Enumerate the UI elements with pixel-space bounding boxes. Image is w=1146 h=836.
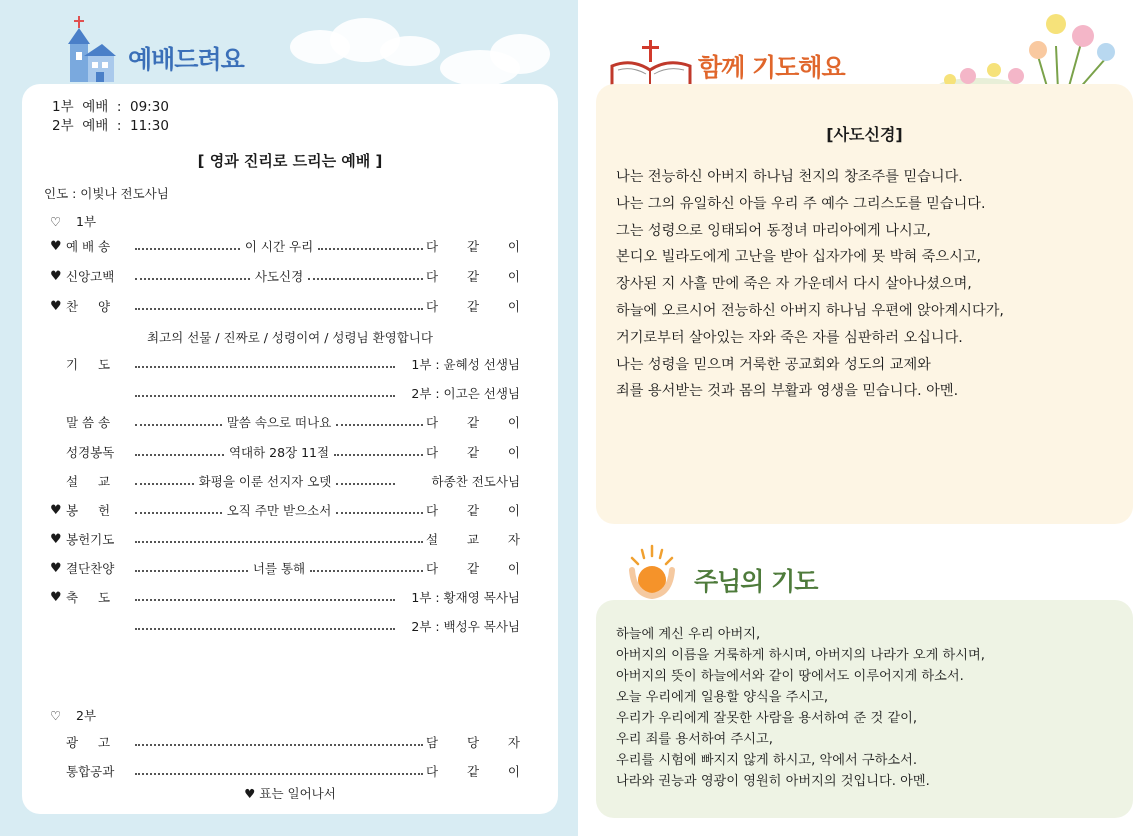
- order-label: 통합공과: [66, 764, 115, 779]
- prayer-line: 하늘에 계신 우리 아버지,: [616, 627, 761, 642]
- prayer-line: 우리가 우리에게 잘못한 사람을 용서하여 준 것 같이,: [616, 711, 918, 726]
- time-part1: 1부 예배 : 09:30: [52, 99, 169, 115]
- leader-dots: [135, 541, 423, 543]
- order-content: 너를 통해: [252, 561, 306, 576]
- order-row: [50, 236, 520, 256]
- order-responsible-char: 자: [507, 735, 520, 750]
- leader-dots: [308, 278, 423, 280]
- order-responsible: [426, 237, 520, 255]
- prayer-line: 아버지의 뜻이 하늘에서와 같이 땅에서도 이루어지게 하소서.: [616, 669, 964, 684]
- order-content: 역대하 28장 11절: [228, 445, 330, 460]
- lords-prayer-header-title: 주님의 기도: [694, 567, 818, 596]
- leader-dots: [336, 483, 395, 485]
- order-label: 신앙고백: [66, 269, 115, 284]
- praying-hands-icon: [620, 544, 684, 600]
- leader-dots: [334, 454, 423, 456]
- heart-filled-icon: ♥: [50, 298, 62, 314]
- order-responsible-char: 이: [507, 561, 520, 576]
- order-label: 말 씀 송: [66, 415, 111, 430]
- order-responsible-char: 다: [426, 503, 439, 518]
- order-row: [50, 558, 520, 578]
- leader-dots: [135, 366, 395, 368]
- order-responsible: [426, 297, 520, 315]
- order-responsible: [426, 267, 520, 285]
- creed-line: 나는 그의 유일하신 아들 우리 주 예수 그리스도를 믿습니다.: [616, 195, 986, 212]
- order-responsible-char: 담: [426, 735, 439, 750]
- heart-outline-icon: ♡: [50, 214, 62, 229]
- creed-line: 나는 성령을 믿으며 거룩한 공교회와 성도의 교제와: [616, 356, 931, 373]
- order-label: 광 고: [66, 735, 111, 750]
- creed-line: 나는 전능하신 아버지 하나님 천지의 창조주를 믿습니다.: [616, 169, 963, 185]
- order-row: [50, 471, 520, 491]
- heart-outline-icon: ♡: [50, 708, 62, 723]
- order-responsible-char: 설: [426, 532, 439, 547]
- creed-title: [사도신경]: [826, 125, 903, 144]
- order-responsible-char: 이: [507, 269, 520, 284]
- order-responsible-char: 같: [466, 764, 480, 779]
- leader-dots: [135, 773, 423, 775]
- order-responsible-char: 다: [426, 764, 439, 779]
- leader-dots: [135, 483, 194, 485]
- flowers-icon: [938, 6, 1128, 92]
- order-label: 예 배 송: [66, 239, 111, 254]
- heart-filled-icon: ♥: [50, 268, 62, 284]
- prayer-line: 우리 죄를 용서하여 주시고,: [616, 732, 773, 747]
- creed-line: 장사된 지 사흘 만에 죽은 자 가운데서 다시 살아나셨으며,: [616, 276, 972, 293]
- order-responsible: [426, 443, 520, 461]
- order-responsible-char: 이: [507, 764, 520, 779]
- order-responsible-char: 다: [426, 445, 439, 460]
- order-label: 찬 양: [66, 299, 111, 314]
- order-row: [50, 266, 520, 286]
- heart-filled-icon: ♥: [50, 238, 62, 254]
- order-responsible-char: 같: [466, 239, 480, 254]
- church-icon: [62, 14, 118, 84]
- order-label: 결단찬양: [66, 561, 115, 576]
- praise-songs: 최고의 선물 / 진짜로 / 성령이여 / 성령님 환영합니다: [147, 330, 433, 345]
- order-content: 말씀 속으로 떠나요: [226, 415, 332, 430]
- prayer-line: 오늘 우리에게 일용할 양식을 주시고,: [616, 690, 829, 705]
- heart-filled-icon: ♥: [50, 502, 62, 518]
- order-row: [50, 500, 520, 520]
- order-responsible: 2부 : 이고은 선생님: [411, 386, 520, 401]
- order-row: [50, 732, 520, 752]
- prayer-line: 나라와 권능과 영광이 영원히 아버지의 것입니다. 아멘.: [616, 774, 930, 789]
- order-content: 사도신경: [254, 269, 304, 284]
- leader-dots: [135, 308, 423, 310]
- order-responsible-char: 다: [426, 239, 439, 254]
- leader-dots: [310, 570, 423, 572]
- creed-line: 하늘에 오르시어 전능하신 아버지 하나님 우편에 앉아계시다가,: [616, 302, 1004, 319]
- order-responsible-char: 같: [466, 299, 480, 314]
- pray-header-title: 함께 기도해요: [698, 53, 845, 82]
- leader-dots: [135, 454, 224, 456]
- creed-line: 죄를 용서받는 것과 몸의 부활과 영생을 믿습니다. 아멘.: [616, 383, 959, 400]
- leader-dots: [318, 248, 423, 250]
- leader-dots: [135, 628, 395, 630]
- leader-dots: [336, 424, 423, 426]
- order-responsible: [426, 559, 520, 577]
- heart-filled-icon: ♥: [50, 560, 62, 576]
- worship-header-title: 예배드려요: [128, 45, 244, 74]
- stand-note: ♥ 표는 일어나서: [244, 786, 336, 801]
- order-label: 축 도: [66, 590, 111, 605]
- order-responsible-char: 같: [466, 503, 480, 518]
- time-part2: 2부 예배 : 11:30: [52, 118, 169, 134]
- order-responsible-char: 자: [507, 532, 520, 547]
- creed-text: [616, 164, 1004, 405]
- order-label: 성경봉독: [66, 445, 115, 460]
- worship-order-card: [22, 84, 558, 814]
- order-responsible-char: 이: [507, 503, 520, 518]
- leader-dots: [336, 512, 423, 514]
- order-row: [50, 296, 520, 316]
- leader-dots: [135, 512, 222, 514]
- order-content: 화평을 이룬 선지자 오뎃: [198, 474, 332, 489]
- heart-filled-icon: ♥: [50, 531, 62, 547]
- order-responsible: [426, 530, 520, 548]
- leader-dots: [135, 599, 395, 601]
- leader-dots: [135, 570, 248, 572]
- order-row: [50, 761, 520, 781]
- order-responsible: [426, 501, 520, 519]
- lords-prayer-text: [616, 624, 985, 792]
- order-responsible-char: 다: [426, 299, 439, 314]
- order-label: 봉헌기도: [66, 532, 115, 547]
- order-responsible: [426, 733, 520, 751]
- order-responsible-char: 이: [507, 299, 520, 314]
- order-row: [50, 442, 520, 462]
- part1-label: ♡ 1부: [50, 214, 97, 229]
- order-responsible-char: 이: [507, 445, 520, 460]
- order-row: [50, 616, 520, 636]
- order-responsible-char: 같: [466, 269, 480, 284]
- order-row: [50, 354, 520, 374]
- order-responsible-char: 같: [466, 561, 480, 576]
- order-responsible-char: 같: [466, 445, 480, 460]
- order-responsible-char: 교: [466, 532, 480, 547]
- order-label: 설 교: [66, 474, 111, 489]
- order-responsible: [426, 413, 520, 431]
- order-label: 기 도: [66, 357, 111, 372]
- order-row: [50, 587, 520, 607]
- order-responsible-char: 이: [507, 239, 520, 254]
- order-content: 오직 주만 받으소서: [226, 503, 332, 518]
- order-responsible-char: 다: [426, 269, 439, 284]
- prayer-line: 우리를 시험에 빠지지 않게 하시고, 악에서 구하소서.: [616, 753, 918, 768]
- order-responsible-char: 이: [507, 415, 520, 430]
- cloud-decoration: [380, 36, 440, 66]
- order-responsible: [426, 762, 520, 780]
- leader-dots: [135, 248, 240, 250]
- lords-prayer-card: [596, 600, 1133, 818]
- order-responsible: 1부 : 윤혜성 선생님: [411, 357, 520, 372]
- creed-line: 거기로부터 살아있는 자와 죽은 자를 심판하러 오십니다.: [616, 329, 963, 346]
- order-responsible: 하종찬 전도사님: [431, 474, 521, 489]
- creed-line: 그는 성령으로 잉태되어 동정녀 마리아에게 나시고,: [616, 222, 931, 239]
- leader-dots: [135, 424, 222, 426]
- order-responsible-char: 당: [466, 735, 480, 750]
- order-content: 이 시간 우리: [244, 239, 314, 254]
- order-row: [50, 383, 520, 403]
- order-responsible: 2부 : 백성우 목사님: [411, 619, 520, 634]
- part2-label: ♡ 2부: [50, 708, 97, 723]
- heart-filled-icon: ♥: [50, 589, 62, 605]
- heart-filled-icon: ♥: [244, 786, 256, 801]
- leader-dots: [135, 278, 250, 280]
- order-label: 봉 헌: [66, 503, 111, 518]
- service-title: [ 영과 진리로 드리는 예배 ]: [197, 152, 383, 170]
- order-row: [50, 412, 520, 432]
- creed-card: [596, 84, 1133, 524]
- leader-dots: [135, 395, 395, 397]
- order-row: [50, 529, 520, 549]
- cloud-decoration: [490, 34, 550, 74]
- worship-leader: 인도 : 이빛나 전도사님: [44, 186, 169, 201]
- leader-dots: [135, 744, 423, 746]
- worship-times: [52, 98, 169, 136]
- prayer-line: 아버지의 이름을 거룩하게 하시며, 아버지의 나라가 오게 하시며,: [616, 648, 985, 663]
- order-responsible-char: 다: [426, 415, 439, 430]
- order-responsible-char: 다: [426, 561, 439, 576]
- order-responsible: 1부 : 황재영 목사님: [411, 590, 520, 605]
- creed-line: 본디오 빌라도에게 고난을 받아 십자가에 못 박혀 죽으시고,: [616, 249, 982, 266]
- order-responsible-char: 같: [466, 415, 480, 430]
